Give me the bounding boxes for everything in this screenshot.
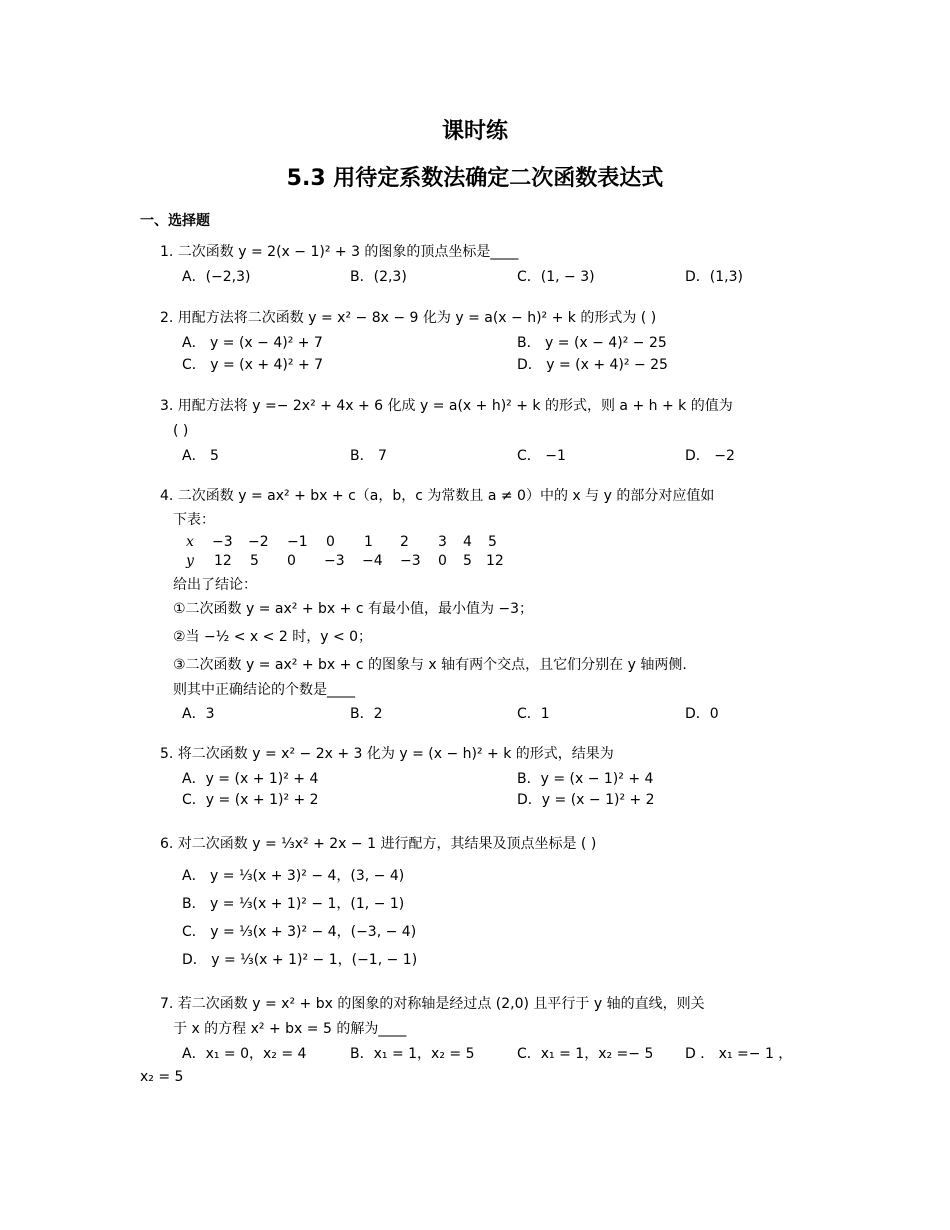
q7-option-b: B．x₁ = 1，x₂ = 5 bbox=[350, 1046, 475, 1062]
q6-option-d: D． y = ⅓(x + 1)² − 1，(−1, − 1) bbox=[182, 952, 418, 968]
table-y-header: y bbox=[186, 553, 194, 569]
section-heading: 一、选择题 bbox=[140, 213, 210, 229]
question-4-ask: 则其中正确结论的个数是____ bbox=[173, 682, 355, 698]
question-3-stem: 3. 用配方法将 y =− 2x² + 4x + 6 化成 y = a(x + h)² + k 的形式，则 a + h + k 的值为 bbox=[160, 398, 733, 414]
question-6-stem: 6. 对二次函数 y = ⅓x² + 2x − 1 进行配方，其结果及顶点坐标是 ( ) bbox=[160, 836, 597, 852]
table-cell: −3 bbox=[212, 534, 233, 550]
table-cell: 5 bbox=[488, 534, 497, 550]
question-7-stem-cont: 于 x 的方程 x² + bx = 5 的解为____ bbox=[173, 1021, 407, 1037]
q2-option-a: A． y = (x − 4)² + 7 bbox=[182, 335, 323, 351]
q2-option-d: D． y = (x + 4)² − 25 bbox=[517, 357, 668, 373]
q4-option-d: D．0 bbox=[685, 706, 719, 722]
table-cell: −2 bbox=[248, 534, 269, 550]
table-x-header: x bbox=[186, 534, 194, 550]
q4-option-b: B．2 bbox=[350, 706, 383, 722]
q6-option-b: B． y = ⅓(x + 1)² − 1，(1, − 1) bbox=[182, 896, 405, 912]
q1-option-b: B．(2,3) bbox=[350, 269, 407, 285]
question-2-stem: 2. 用配方法将二次函数 y = x² − 8x − 9 化为 y = a(x − h)² + k 的形式为 ( ) bbox=[160, 310, 657, 326]
q4-option-c: C．1 bbox=[517, 706, 550, 722]
q7-option-d: D ． x₁ =− 1 ， bbox=[685, 1046, 793, 1062]
q1-option-c: C．(1, − 3) bbox=[517, 269, 595, 285]
q5-option-c: C．y = (x + 1)² + 2 bbox=[182, 792, 319, 808]
question-4-stem: 4. 二次函数 y = ax² + bx + c（a，b，c 为常数且 a ≠ 0）中的 x 与 y 的部分对应值如 bbox=[160, 488, 715, 504]
question-5-stem: 5. 将二次函数 y = x² − 2x + 3 化为 y = (x − h)² + k 的形式，结果为 bbox=[160, 746, 614, 762]
q3-option-a: A． 5 bbox=[182, 448, 219, 464]
q3-option-b: B． 7 bbox=[350, 448, 387, 464]
q5-option-d: D．y = (x − 1)² + 2 bbox=[517, 792, 655, 808]
conclusion-2: ②当 −½ < x < 2 时，y < 0； bbox=[173, 629, 373, 645]
conclusion-1: ①二次函数 y = ax² + bx + c 有最小值，最小值为 −3； bbox=[173, 601, 534, 617]
q3-option-d: D． −2 bbox=[685, 448, 735, 464]
question-3-stem-cont: ( ) bbox=[173, 423, 189, 439]
table-cell: 0 bbox=[326, 534, 335, 550]
table-cell: 5 bbox=[463, 553, 472, 569]
table-cell: 1 bbox=[364, 534, 373, 550]
q5-option-a: A．y = (x + 1)² + 4 bbox=[182, 771, 319, 787]
question-4-given: 给出了结论： bbox=[173, 577, 257, 593]
table-cell: −4 bbox=[362, 553, 383, 569]
q7-option-c: C．x₁ = 1，x₂ =− 5 bbox=[517, 1046, 654, 1062]
page-title: 课时练 bbox=[441, 119, 508, 144]
table-cell: 0 bbox=[438, 553, 447, 569]
table-cell: 4 bbox=[463, 534, 472, 550]
q1-option-d: D．(1,3) bbox=[685, 269, 743, 285]
table-cell: 0 bbox=[287, 553, 296, 569]
question-7-stem: 7. 若二次函数 y = x² + bx 的图象的对称轴是经过点 (2,0) 且平行于 y 轴的直线，则关 bbox=[160, 996, 705, 1012]
q5-option-b: B．y = (x − 1)² + 4 bbox=[517, 771, 654, 787]
q1-option-a: A．(−2,3) bbox=[182, 269, 251, 285]
q4-option-a: A．3 bbox=[182, 706, 215, 722]
q6-option-a: A． y = ⅓(x + 3)² − 4，(3, − 4) bbox=[182, 868, 405, 884]
q2-option-c: C． y = (x + 4)² + 7 bbox=[182, 357, 324, 373]
table-cell: −3 bbox=[400, 553, 421, 569]
q6-option-c: C． y = ⅓(x + 3)² − 4，(−3, − 4) bbox=[182, 924, 417, 940]
question-4-stem-cont: 下表： bbox=[173, 512, 215, 528]
q2-option-b: B． y = (x − 4)² − 25 bbox=[517, 335, 667, 351]
table-cell: 3 bbox=[438, 534, 447, 550]
page-subtitle: 5.3 用待定系数法确定二次函数表达式 bbox=[286, 166, 664, 191]
q7-option-d-tail: x₂ = 5 bbox=[140, 1069, 184, 1085]
q3-option-c: C． −1 bbox=[517, 448, 566, 464]
table-cell: 12 bbox=[486, 553, 504, 569]
conclusion-3: ③二次函数 y = ax² + bx + c 的图象与 x 轴有两个交点，且它们分别在 y 轴两侧. bbox=[173, 657, 687, 673]
table-cell: 5 bbox=[250, 553, 259, 569]
q7-option-a: A．x₁ = 0，x₂ = 4 bbox=[182, 1046, 307, 1062]
table-cell: −1 bbox=[287, 534, 308, 550]
table-cell: −3 bbox=[324, 553, 345, 569]
table-cell: 2 bbox=[400, 534, 409, 550]
table-cell: 12 bbox=[214, 553, 232, 569]
question-1-stem: 1. 二次函数 y = 2(x − 1)² + 3 的图象的顶点坐标是____ bbox=[160, 244, 519, 260]
